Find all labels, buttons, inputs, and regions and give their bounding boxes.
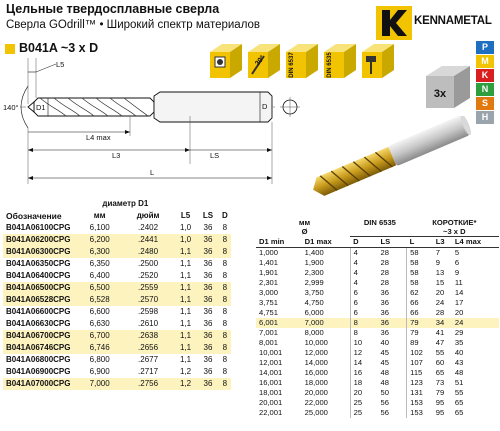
material-badge-n: N	[476, 83, 494, 96]
table-row	[256, 278, 499, 288]
cell-l4: 65	[454, 408, 464, 417]
cell-ls: 36	[203, 271, 213, 280]
cell-ls: 28	[380, 248, 389, 257]
cell-l: 102	[407, 348, 433, 358]
table-row	[3, 246, 231, 258]
cell-l: 62	[407, 288, 433, 298]
cell-ls: 28	[380, 268, 389, 277]
tool-holder-icon	[362, 44, 394, 78]
cell-l4: 20	[454, 308, 464, 317]
cell-ls: 50	[380, 388, 389, 397]
table-row	[3, 306, 231, 318]
table-row	[256, 248, 499, 259]
table-row	[3, 258, 231, 270]
cell-d: 10	[350, 338, 377, 348]
din6535-text: DIN 6535	[327, 52, 333, 78]
cell-d1max: 10,000	[304, 338, 328, 347]
cell-l4: 24	[452, 318, 499, 328]
table-row	[3, 270, 231, 282]
cell-d: 6	[350, 288, 377, 298]
cell-d1min: 1,401	[259, 258, 279, 267]
cell-l4: 48	[454, 368, 464, 377]
diameter-symbol: Ø	[301, 227, 308, 236]
cell-l4: 40	[454, 348, 464, 357]
cell-d: 8	[219, 378, 231, 390]
table-row	[3, 318, 231, 330]
table-row	[256, 388, 499, 398]
cell-d: 18	[350, 378, 377, 388]
cell-inch: .2656	[122, 342, 174, 354]
cell-l4: 14	[454, 288, 464, 297]
cell-l3: 73	[435, 378, 445, 387]
material-badge-h: H	[476, 111, 494, 124]
cell-code: B041A06500CPG	[3, 282, 77, 294]
cell-d1max: 1,400	[304, 248, 324, 257]
cell-code: B041A06900CPG	[6, 367, 71, 376]
cell-d1max: 16,000	[304, 368, 328, 377]
cell-mm: 6,746	[77, 342, 122, 354]
cell-d1max: 2,999	[304, 278, 324, 287]
table-row	[3, 234, 231, 246]
cell-l5: 1,1	[179, 307, 192, 316]
cell-code: B041A06200CPG	[3, 234, 77, 246]
cell-ls: 48	[380, 368, 389, 377]
cell-d1min: 4,751	[259, 308, 279, 317]
cell-ls: 56	[380, 408, 389, 417]
cell-d1max: 22,000	[304, 398, 328, 407]
short-subheader: ~3 x D	[443, 227, 466, 236]
cell-mm: 6,500	[77, 282, 122, 294]
kennametal-k-icon	[376, 6, 412, 40]
cell-l: 107	[407, 358, 433, 368]
col-d1min: D1 min	[256, 237, 302, 248]
table-row	[3, 330, 231, 342]
table-row	[256, 398, 499, 408]
cell-d: 14	[350, 358, 377, 368]
table-row	[3, 378, 231, 390]
table-row	[256, 308, 499, 318]
page-subtitle: Сверла GOdrill™ • Широкий спектр материалов	[6, 19, 261, 31]
cell-l4: 29	[454, 328, 464, 337]
cell-ls: 45	[380, 348, 389, 357]
cell-ls: 36	[197, 342, 219, 354]
cell-d: 6	[350, 308, 377, 318]
cell-l4: 17	[454, 298, 464, 307]
cell-d: 8	[219, 246, 231, 258]
cell-l3: 7	[435, 248, 440, 257]
col-ls: LS	[202, 211, 214, 220]
cell-d: 6	[350, 298, 377, 308]
cell-mm: 6,350	[89, 259, 110, 268]
cell-l4: 35	[454, 338, 464, 347]
cell-d1max: 14,000	[304, 358, 328, 367]
mm-header: мм	[298, 218, 311, 227]
cell-l4: 65	[454, 398, 464, 407]
logo-text: KENNAMETAL	[414, 15, 492, 27]
cell-d: 8	[350, 328, 377, 338]
cell-inch: .2559	[122, 282, 174, 294]
dimension-table	[256, 218, 499, 418]
table-row	[256, 358, 499, 368]
cell-mm: 6,800	[89, 355, 110, 364]
cell-d1min: 18,001	[259, 388, 283, 397]
col-l3: L3	[433, 237, 452, 248]
cell-inch: .2402	[138, 223, 159, 232]
cell-d: 8	[219, 282, 231, 294]
ls-label: LS	[210, 151, 220, 160]
cell-code: B041A06300CPG	[3, 246, 77, 258]
cell-ls: 36	[380, 298, 389, 307]
cell-d1min: 1,000	[259, 248, 279, 257]
cell-d: 8	[222, 367, 228, 376]
cell-ls: 36	[203, 259, 213, 268]
cell-ls: 45	[380, 358, 389, 367]
cell-d: 12	[350, 348, 377, 358]
cell-l: 79	[407, 318, 433, 328]
angle-badge-text: 30°	[254, 54, 267, 68]
cell-l3: 95	[435, 408, 445, 417]
cell-mm: 6,400	[89, 271, 110, 280]
material-badge-m: M	[476, 55, 494, 68]
cell-l4: 5	[454, 248, 460, 257]
cell-l5: 1,0	[179, 223, 192, 232]
cell-d1min: 20,001	[259, 398, 283, 407]
cell-d: 4	[350, 278, 377, 288]
cell-d1min: 2,301	[259, 278, 279, 287]
cell-l: 66	[407, 308, 433, 318]
cell-l: 66	[407, 298, 433, 308]
cell-ls: 56	[380, 398, 389, 407]
table-row	[256, 318, 499, 328]
cell-l5: 1,1	[174, 294, 197, 306]
table-row	[3, 222, 231, 234]
cell-l5: 1,1	[174, 246, 197, 258]
col-d: D	[350, 237, 377, 248]
material-badge-p: P	[476, 41, 494, 54]
cell-d1max: 18,000	[304, 378, 328, 387]
cell-l: 58	[407, 278, 433, 288]
cell-l: 115	[407, 368, 433, 378]
cell-mm: 7,000	[77, 378, 122, 390]
cell-code: B041A06528CPG	[3, 294, 77, 306]
cell-d: 25	[350, 398, 377, 408]
cell-code: B041A07000CPG	[3, 378, 77, 390]
cell-l3: 60	[435, 358, 445, 367]
diameter-group-header: диаметр D1	[102, 199, 149, 208]
l-label: L	[150, 168, 155, 177]
cell-d1max: 2,300	[304, 268, 324, 277]
din6535-icon	[324, 44, 356, 78]
cell-d1min: 16,001	[259, 378, 283, 387]
cell-mm: 6,630	[89, 319, 110, 328]
page-title: Цельные твердосплавные сверла	[6, 2, 220, 16]
din6535-header: DIN 6535	[350, 218, 407, 237]
cell-d1max: 1,900	[304, 258, 324, 267]
cell-l5: 1,1	[179, 259, 192, 268]
cell-d: 25	[350, 408, 377, 418]
cell-d: 8	[219, 330, 231, 342]
cell-l4: 6	[454, 258, 460, 267]
cell-l3: 20	[435, 288, 445, 297]
cell-ls: 36	[203, 355, 213, 364]
cell-l3: 65	[435, 368, 445, 377]
cell-l3: 15	[435, 278, 445, 287]
cell-d: 16	[350, 368, 377, 378]
cell-d: 8	[222, 307, 228, 316]
cell-l5: 1,1	[179, 355, 192, 364]
cell-inch: .2500	[138, 259, 159, 268]
d-label: D	[262, 102, 268, 111]
cell-l: 58	[407, 258, 433, 268]
cell-mm: 6,200	[77, 234, 122, 246]
cell-ls: 40	[380, 338, 389, 347]
cell-l5: 1,2	[179, 367, 192, 376]
cell-d1max: 20,000	[304, 388, 328, 397]
cell-ls: 36	[197, 246, 219, 258]
cell-d: 4	[350, 268, 377, 278]
cell-l3: 34	[433, 318, 452, 328]
table-row	[256, 298, 499, 308]
cell-l5: 1,1	[179, 271, 192, 280]
col-d1max: D1 max	[302, 237, 350, 248]
cell-ls: 36	[197, 330, 219, 342]
cell-code: B041A06700CPG	[3, 330, 77, 342]
cell-l3: 95	[435, 398, 445, 407]
cell-d: 8	[219, 234, 231, 246]
table-row	[256, 268, 499, 278]
l3-label: L3	[112, 151, 121, 160]
cell-l3: 79	[435, 388, 445, 397]
cell-l3: 9	[435, 258, 440, 267]
cell-l: 58	[407, 268, 433, 278]
cell-inch: .2717	[138, 367, 159, 376]
cell-d1max: 6,000	[304, 308, 324, 317]
cell-d1min: 8,001	[259, 338, 279, 347]
col-l: L	[407, 237, 433, 248]
cell-l4: 11	[454, 278, 463, 287]
cell-d: 4	[350, 248, 377, 259]
table-row	[256, 348, 499, 358]
cell-mm: 6,900	[89, 367, 110, 376]
cell-d1max: 7,000	[302, 318, 350, 328]
3xd-icon	[422, 60, 474, 112]
table-row	[256, 288, 499, 298]
table-row	[3, 294, 231, 306]
drill-drawing	[0, 58, 310, 193]
cell-ls: 36	[203, 223, 213, 232]
cell-d1min: 1,901	[259, 268, 279, 277]
cell-mm: 6,100	[89, 223, 110, 232]
cell-d1min: 22,001	[259, 408, 283, 417]
cell-d: 8	[350, 318, 377, 328]
col-l4max: L4 max	[452, 237, 499, 248]
cell-l3: 41	[435, 328, 445, 337]
cell-code: B041A06746CPG	[3, 342, 77, 354]
cell-l4: 55	[454, 388, 464, 397]
cell-d1min: 12,001	[259, 358, 283, 367]
short-header: КОРОТКИЕ*	[432, 218, 477, 227]
cell-inch: .2677	[138, 355, 159, 364]
series-label: B041A ~3 x D	[19, 41, 99, 55]
l5-label: L5	[56, 60, 65, 69]
cell-l3: 55	[435, 348, 445, 357]
cell-ls: 36	[380, 328, 389, 337]
table-row	[256, 328, 499, 338]
col-mm: мм	[93, 211, 106, 220]
cell-inch: .2441	[122, 234, 174, 246]
cell-l: 58	[407, 248, 433, 259]
cell-inch: .2598	[138, 307, 159, 316]
cell-code: B041A06350CPG	[6, 259, 71, 268]
cell-d: 8	[222, 223, 228, 232]
cell-d: 8	[219, 342, 231, 354]
short-header-group	[407, 218, 499, 237]
l4max-label: L4 max	[86, 133, 111, 142]
cell-d1min: 7,001	[259, 328, 279, 337]
cell-d1min: 10,001	[259, 348, 283, 357]
din6537-text: DIN 6537	[289, 52, 295, 78]
cell-code: B041A06100CPG	[6, 223, 71, 232]
cell-mm: 6,600	[89, 307, 110, 316]
table-row	[256, 338, 499, 348]
drill-photo	[300, 116, 480, 198]
cell-code: B041A06600CPG	[6, 307, 71, 316]
cell-l4: 51	[454, 378, 464, 387]
cell-l5: 1,1	[174, 342, 197, 354]
cell-ls: 36	[378, 318, 407, 328]
cell-l3: 24	[435, 298, 445, 307]
cell-inch: .2756	[122, 378, 174, 390]
cell-l: 153	[407, 398, 433, 408]
cell-ls: 36	[380, 308, 389, 317]
cell-d: 4	[350, 258, 377, 268]
cell-l4: 43	[454, 358, 464, 367]
table-row	[3, 366, 231, 378]
cell-l: 131	[407, 388, 433, 398]
cell-ls: 28	[380, 278, 389, 287]
cell-mm: 6,700	[77, 330, 122, 342]
cell-inch: .2570	[122, 294, 174, 306]
cell-inch: .2610	[138, 319, 159, 328]
table-row	[256, 408, 499, 418]
series-marker	[5, 44, 15, 54]
angle-label: 140°	[3, 103, 19, 112]
cell-d1max: 8,000	[304, 328, 324, 337]
cell-ls: 36	[197, 294, 219, 306]
cell-d1min: 6,001	[256, 318, 302, 328]
cell-d1min: 14,001	[259, 368, 283, 377]
material-badges	[476, 41, 496, 125]
col-designation: Обозначение	[6, 211, 62, 221]
cell-mm: 6,300	[77, 246, 122, 258]
mm-diameter-header	[256, 218, 350, 237]
cell-ls: 36	[197, 378, 219, 390]
cell-d1min: 3,751	[259, 298, 279, 307]
cell-mm: 6,528	[77, 294, 122, 306]
cell-l4: 9	[454, 268, 460, 277]
cell-inch: .2480	[122, 246, 174, 258]
cell-d1min: 3,000	[259, 288, 279, 297]
cell-l5: 1,1	[174, 282, 197, 294]
table-row	[256, 258, 499, 268]
cell-inch: .2638	[122, 330, 174, 342]
col-inch: дюйм	[136, 211, 160, 220]
material-badge-s: S	[476, 97, 494, 110]
cell-l3: 13	[435, 268, 445, 277]
cell-d: 20	[350, 388, 377, 398]
col-l5: L5	[180, 211, 191, 220]
cell-ls: 36	[197, 234, 219, 246]
cell-l5: 1,1	[174, 330, 197, 342]
cell-d: 8	[222, 319, 228, 328]
cell-d1max: 25,000	[304, 408, 328, 417]
cell-ls: 36	[380, 288, 389, 297]
table-row	[3, 282, 231, 294]
cell-l: 153	[407, 408, 433, 418]
cell-inch: .2520	[138, 271, 159, 280]
col-ls: LS	[378, 237, 407, 248]
product-table	[3, 198, 231, 390]
cell-d1max: 12,000	[304, 348, 328, 357]
cell-d: 8	[222, 259, 228, 268]
cell-l3: 47	[435, 338, 445, 347]
cell-ls: 36	[203, 319, 213, 328]
cell-d1max: 4,750	[304, 298, 324, 307]
cell-ls: 36	[203, 367, 213, 376]
table-row	[256, 368, 499, 378]
d1-label: D1	[36, 103, 46, 112]
cell-l: 79	[407, 328, 433, 338]
cell-code: B041A06630CPG	[6, 319, 71, 328]
cell-d: 8	[222, 271, 228, 280]
cell-l3: 28	[435, 308, 445, 317]
cell-l: 89	[407, 338, 433, 348]
cell-l5: 1,2	[174, 378, 197, 390]
cell-d: 8	[222, 355, 228, 364]
cell-d: 8	[219, 294, 231, 306]
cell-l: 123	[407, 378, 433, 388]
table-row	[256, 378, 499, 388]
cell-code: B041A06400CPG	[6, 271, 71, 280]
cell-d1max: 3,750	[304, 288, 324, 297]
cell-l5: 1,0	[174, 234, 197, 246]
cell-ls: 48	[380, 378, 389, 387]
cell-ls: 36	[203, 307, 213, 316]
cell-ls: 36	[197, 282, 219, 294]
3xd-text: 3x	[433, 88, 447, 100]
col-d: D	[222, 211, 228, 220]
table-row	[3, 354, 231, 366]
material-badge-k: K	[476, 69, 494, 82]
cell-code: B041A06800CPG	[6, 355, 71, 364]
cell-l5: 1,1	[179, 319, 192, 328]
table-row	[3, 342, 231, 354]
cell-ls: 28	[380, 258, 389, 267]
kennametal-logo	[376, 6, 496, 40]
